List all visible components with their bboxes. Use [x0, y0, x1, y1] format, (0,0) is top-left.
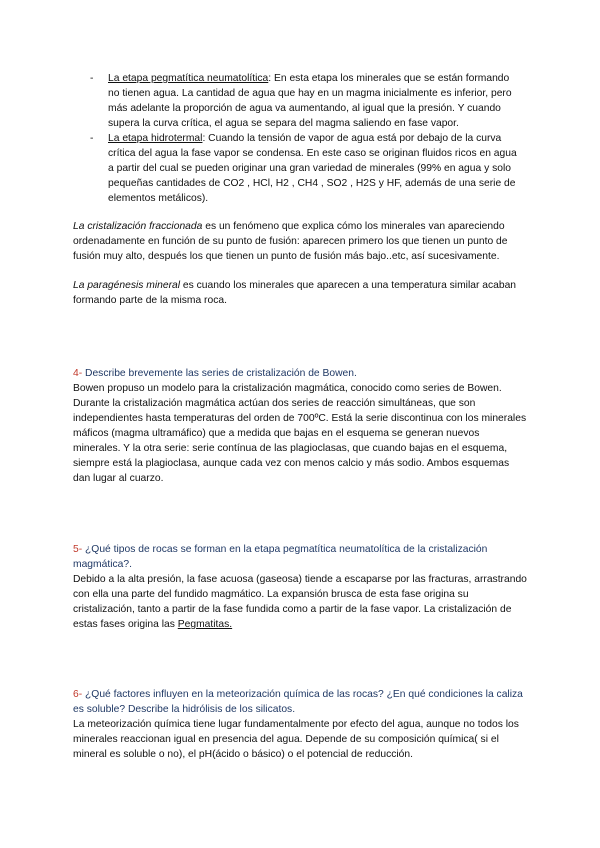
bullet-list: [90, 71, 522, 206]
text-paragenesis: es cuando los minerales que aparecen a una temperatura similar acaban formando parte de la misma roca.: [73, 280, 517, 306]
question-number: 5-: [73, 544, 83, 555]
term-paragenesis: La paragénesis mineral: [73, 280, 181, 291]
answer-4: [73, 381, 528, 486]
question-text: Describe brevemente las series de cristalización de Bowen.: [82, 368, 357, 379]
bullet-dash: -: [90, 133, 94, 144]
bullet-dash: -: [90, 73, 94, 84]
question-text: ¿Qué tipos de rocas se forman en la etapa pegmatítica neumatolítica de la cristalización magmática?.: [73, 544, 488, 570]
answer-6: [73, 717, 528, 762]
list-item: [90, 71, 522, 131]
question-number: 6-: [73, 689, 83, 700]
paragraph-paragenesis: [73, 278, 528, 308]
list-item: [90, 131, 522, 206]
bullet-title: La etapa hidrotermal: [108, 133, 203, 144]
question-5: [73, 542, 528, 572]
question-text: ¿Qué factores influyen en la meteorización química de las rocas? ¿En qué condiciones la caliza es soluble? Describe la hidrólisis de los silicatos.: [73, 689, 523, 715]
bullet-text: : Cuando la tensión de vapor de agua está por debajo de la curva crítica del agua la fase vapor se condensa. En este caso se originan fluidos ricos en agua a partir del cual se pueden originar una gran variedad de minerales (99% en agua y solo pequeñas cantidades de CO2 , HCl, H2 , CH4 , SO2 , H2S y HF, además de una serie de elementos metálicos).: [108, 133, 517, 204]
answer-emphasis: Pegmatitas.: [177, 619, 233, 630]
bullet-title: La etapa pegmatítica neumatolítica: [108, 73, 269, 84]
answer-5: [73, 572, 528, 632]
bullet-text: : En esta etapa los minerales que se están formando no tienen agua. La cantidad de agua que hay en un magma inicialmente es inferior, pero más adelante la proporción de agua va aumentando, al igual que la presión. Y cuando supera la curva crítica, el agua se separa del magma saliendo en fase vapor.: [108, 73, 512, 129]
text-cristalizacion: es un fenómeno que explica cómo los minerales van apareciendo ordenadamente en función de su punto de fusión: aparecen primero los que tienen un punto de fusión muy alto, después los que tienen un punto de fusión más bajo..etc, así sucesivamente.: [73, 221, 508, 262]
question-number: 4-: [73, 368, 83, 379]
question-6: [73, 687, 528, 717]
question-4: [73, 366, 528, 381]
term-cristalizacion: La cristalización fraccionada: [73, 221, 203, 232]
paragraph-cristalizacion: [73, 219, 528, 264]
answer-text: La meteorización química tiene lugar fundamentalmente por efecto del agua, aunque no todos los minerales reaccionan igual en presencia del agua. Depende de su composición química( si el mineral es soluble o no), el pH(ácido o básico) o el potencial de reducción.: [73, 719, 519, 760]
answer-text: Debido a la alta presión, la fase acuosa (gaseosa) tiende a escaparse por las fracturas, arrastrando con ella una parte del fundido magmático. La expansión brusca de esta fase origina su cristalización, tanto a partir de la fase fundida como a partir de la fase vapor. La cristalización de estas fases origina las: [73, 574, 527, 630]
answer-text: Bowen propuso un modelo para la cristalización magmática, conocido como series de Bowen. Durante la cristalización magmática actúan dos series de reacción simultáneas, que son independientes hasta temperaturas del orden de 700ºC. Está la serie discontinua con los minerales máficos (magma ultramáfico) que a medida que bajas en el esquema se generan nuevos minerales. Y la otra serie: serie contínua de las plagioclasas, que cuando bajas en el esquema, siempre está la plagioclasa, aunque cada vez con menos calcio y más sodio. Ambos esquemas dan lugar al cuarzo.: [73, 383, 527, 484]
